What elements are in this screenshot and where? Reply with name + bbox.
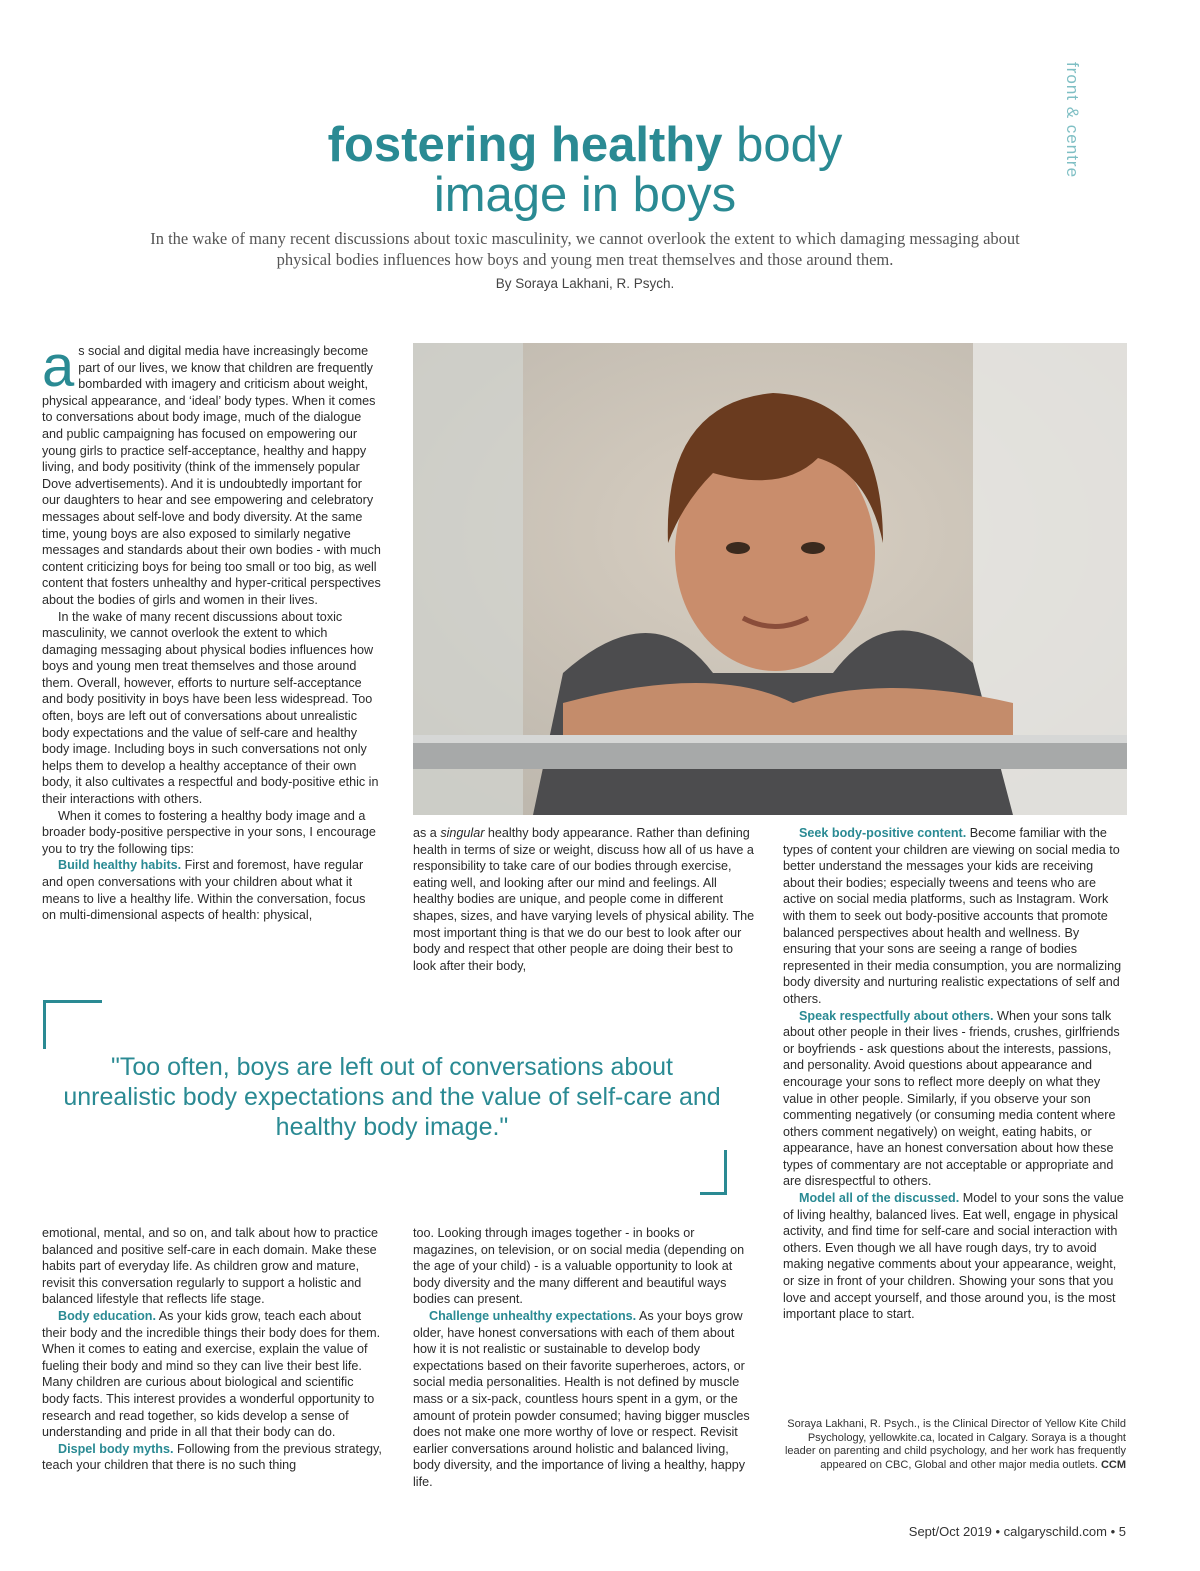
paragraph (783, 1190, 1128, 1323)
column-2-top (413, 825, 758, 974)
paragraph: When it comes to fostering a healthy body image and a broader body-positive perspective in your sons, I encourage you to try the following tips: (42, 808, 376, 856)
author-bio (780, 1418, 1126, 1472)
tip-heading: Dispel body myths. (58, 1441, 174, 1456)
paragraph (783, 1008, 1128, 1191)
paragraph (42, 334, 382, 609)
column-2-bottom (413, 1225, 758, 1491)
paragraph: emotional, mental, and so on, and talk about how to practice balanced and positive self-care in each domain. Make these habits part of everyday life. As children grow and mature, revisit this conversation regularly to support a holistic and balanced lifestyle that reflects life stage. (42, 1226, 379, 1307)
tip-text: Model to your sons the value of living healthy, balanced lives. Eat well, engage in physical activity, and find time for self-care and social interaction with others. Even though we all have rough days, try to avoid making negative comments about your appearance, weight, or size in front of your children. Showing your sons that you love and accept yourself, and those around you, is the most important place to start. (783, 1191, 1124, 1322)
paragraph (413, 1308, 758, 1491)
headline-rest: body (722, 118, 843, 172)
tip-text: First and foremost, have regular and open conversations with your children about what it means to live a healthy life. Within the conversation, focus on multi-dimensional aspects of health: physical, (42, 858, 366, 923)
headline (0, 120, 1170, 220)
pull-quote: "Too often, boys are left out of conversations about unrealistic body expectations and the value of self-care and healthy body image." (63, 1053, 721, 1141)
tip-text: As your boys grow older, have honest conversations with each of them about how it is not realistic or sustainable to develop body expectations based on their favorite superheroes, actors, or social media personalities. Health is not defined by muscle mass or a six-pack, countless hours spent in a gym, or the amount of protein powder consumed; having bigger muscles does not make one more worthy of love or respect. Revisit earlier conversations around holistic and balanced living, body diversity, and the importance of living a healthy, happy life. (413, 1308, 750, 1489)
paragraph-text: s social and digital media have increasingly become part of our lives, we know that children are frequently bombarded with imagery and criticism about weight, physical appearance, and ‘ideal’ body types. When it comes to conversations about body image, much of the dialogue and public campaigning has focused on empowering our young girls to practice self-acceptance, healthy and happy living, and body positivity (think of the immensely popular Dove advertisements). And it is undoubtedly important for our daughters to hear and see empowering and celebratory messages about self-love and body diversity. At the same time, young boys are also exposed to similarly negative messages and standards about their own bodies - with much content criticizing boys for being too small or too big, as well content that fosters unhealthy and hyper-critical perspectives about the bodies of girls and women in their lives. (42, 344, 381, 607)
headline-bold: fostering healthy (327, 118, 723, 172)
quote-bracket-top-left (43, 1000, 102, 1049)
end-mark: CCM (1100, 1458, 1126, 1471)
tip-heading: Seek body-positive content. (799, 826, 967, 840)
tip-text: As your kids grow, teach each about their body and the incredible things their body does for them. When it comes to eating and exercise, explain the value of fueling their body and mind so they can live their best life. Many children are curious about biological and scientific body facts. This interest provides a wonderful opportunity to research and read together, so kids develop a sense of understanding and pride in all that their body can do. (42, 1308, 381, 1440)
tip-text: When your sons talk about other people in their lives - friends, crushes, girlfriends or boyfriends - ask questions about the interests, passions, and personality. Avoid questions about appearance and encourage your sons to reflect more deeply on what they value in other people. Similarly, if you observe your son commenting negatively (or consuming media content where others comment negatively) on weight, eating habits, or appearance, have an honest conversation about how these types of commentary are not acceptable or appropriate and are disrespectful to others. (783, 1008, 1120, 1189)
paragraph: In the wake of many recent discussions about toxic masculinity, we cannot overlook the extent to which damaging messaging about physical bodies influences how boys and young men treat themselves and those around them. Overall, however, efforts to nurture self-acceptance and body positivity in boys have been less widespread. Too often, boys are left out of conversations about unrealistic body expectations and the value of self-care and healthy body image. Including boys in such conversations not only helps them to develop a healthy acceptance of their own body, it also cultivates a respectful and body-positive ethic in their interactions with others. (42, 609, 379, 807)
deck: In the wake of many recent discussions about toxic masculinity, we cannot overlook the extent to which damaging messaging about physical bodies influences how boys and young men treat themselves and those around them. (150, 229, 1020, 269)
tip-heading: Model all of the discussed. (799, 1191, 960, 1206)
headline-line2: image in boys (433, 168, 737, 222)
paragraph-text: healthy body appearance. Rather than defining health in terms of size or weight, discuss how all of us have a responsibility to take care of our bodies through exercise, eating well, and looking after our mind and feelings. All healthy bodies are unique, and people come in different shapes, sizes, and have varying levels of physical ability. The most important thing is that we do our best to look after our body and respect that other people are doing their best to look after their body, (413, 826, 755, 973)
tip-heading: Speak respectfully about others. (799, 1008, 994, 1023)
paragraph (783, 825, 1128, 1008)
column-3 (783, 825, 1128, 1323)
quote-bracket-bottom-right (700, 1150, 727, 1195)
section-tag: front & centre (1063, 62, 1082, 179)
article-photo (413, 343, 1127, 815)
column-1-top (42, 334, 382, 924)
paragraph (413, 825, 758, 974)
paragraph (42, 1308, 382, 1441)
tip-text: Become familiar with the types of content your children are viewing on social media to better understand the messages your kids are receiving about their bodies; especially tweens and teens who are active on social media platforms, such as Instagram. Work with them to seek out body-positive accounts that promote balanced perspectives about health and wellness. By ensuring that your sons are seeing a range of bodies represented in their media consumption, you are normalizing body diversity and nurturing realistic expectations of self and others. (783, 826, 1122, 1006)
page-footer: Sept/Oct 2019 • calgaryschild.com • 5 (908, 1524, 1126, 1539)
byline: By Soraya Lakhani, R. Psych. (495, 276, 675, 291)
tip-text: Following from the previous strategy, teach your children that there is no such thing (42, 1441, 382, 1473)
drop-cap: a (42, 334, 75, 399)
paragraph-lead: as a (413, 826, 441, 840)
tip-heading: Challenge unhealthy expectations. (429, 1308, 637, 1323)
paragraph (42, 857, 382, 923)
tip-heading: Body education. (58, 1308, 156, 1323)
boy-photo-illustration (413, 343, 1127, 815)
paragraph: too. Looking through images together - in books or magazines, on television, or on social media (depending on the age of your child) - is a valuable opportunity to look at body diversity and the many different and beautiful ways bodies can present. (413, 1226, 745, 1307)
paragraph (42, 1441, 382, 1474)
author-bio-text: Soraya Lakhani, R. Psych., is the Clinical Director of Yellow Kite Child Psychology, yellowkite.ca, located in Calgary. Soraya is a thought leader on parenting and child psychology, and her work has frequently appeared on CBC, Global and other major media outlets. (784, 1418, 1126, 1471)
tip-heading: Build healthy habits. (58, 858, 182, 873)
column-1-bottom (42, 1225, 382, 1474)
emphasis: singular (440, 826, 485, 840)
